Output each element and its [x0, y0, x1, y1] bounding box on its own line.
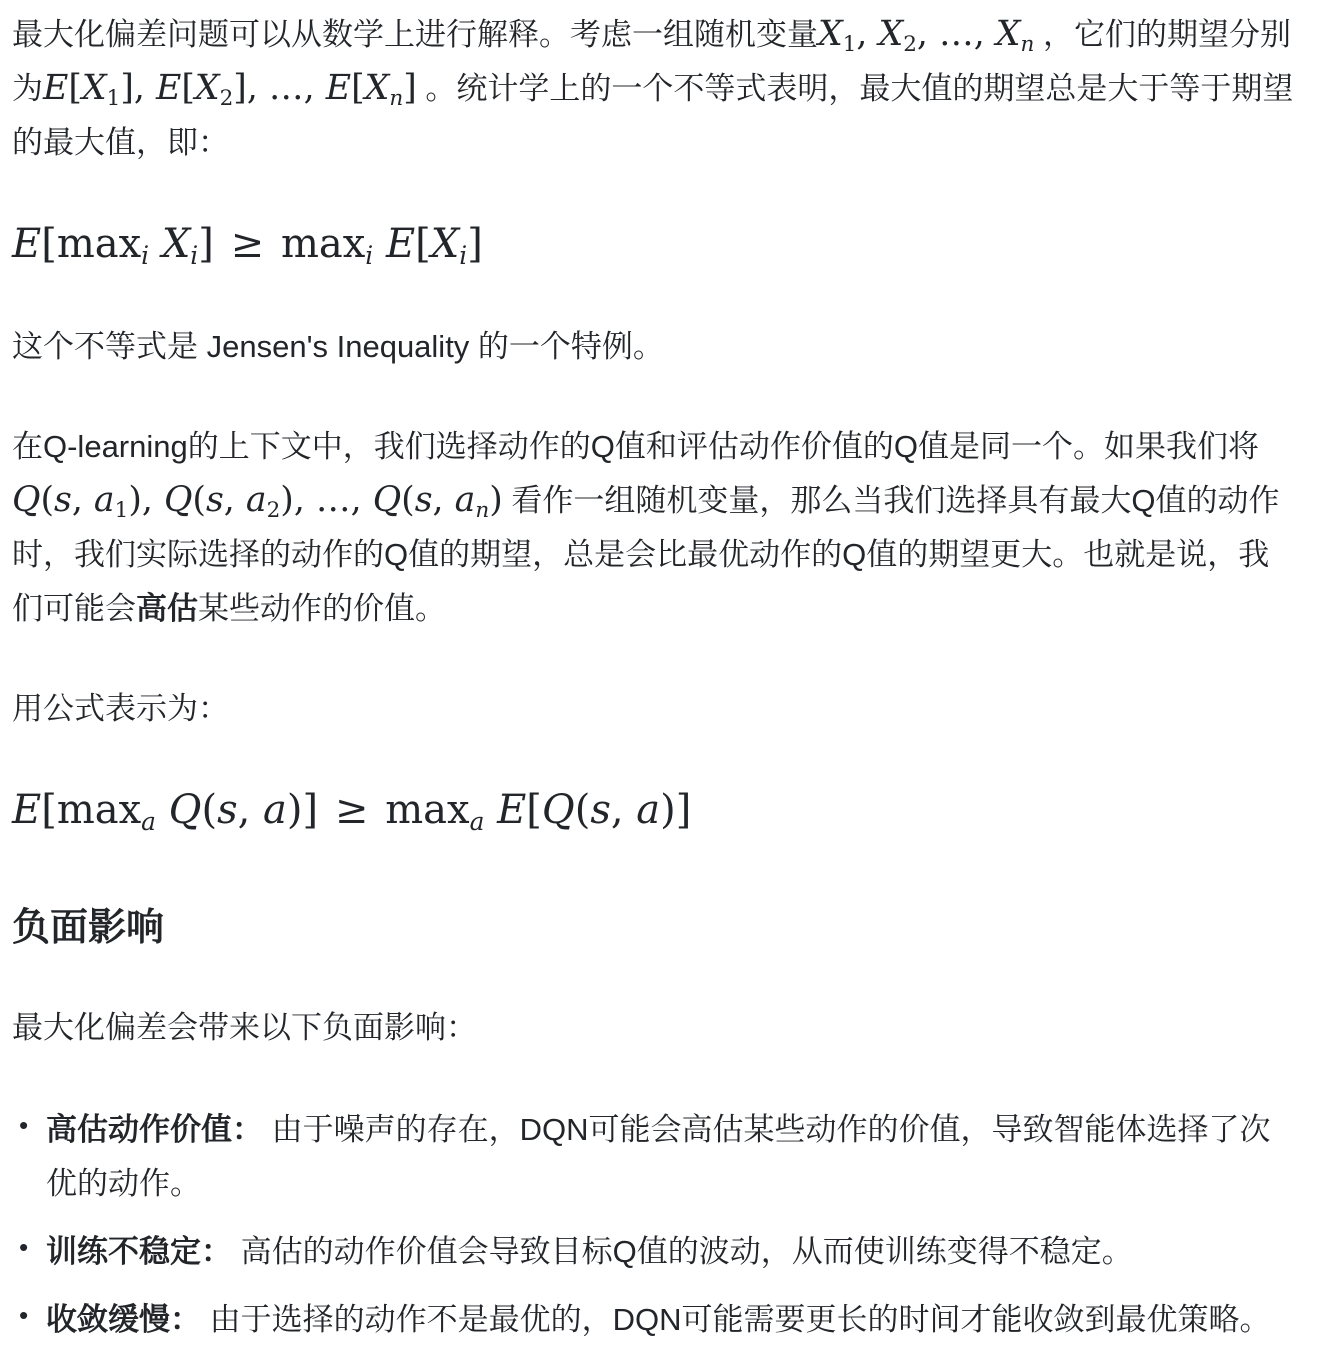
list-item-text: 收敛缓慢： 由于选择的动作不是最优的，DQN可能需要更长的时间才能收敛到最优策略。 [46, 1301, 1271, 1337]
list-item-text: 高估动作价值： 由于噪声的存在，DQN可能会高估某些动作的价值，导致智能体选择了次优的动作。 [46, 1112, 1271, 1202]
negative-effects-list [12, 1103, 1294, 1347]
list-item [12, 1103, 1294, 1211]
bullet-icon: • [19, 1299, 29, 1330]
paragraph-qlearning-context: 在Q-learning的上下文中，我们选择动作的Q值和评估动作价值的Q值是同一个。如果我们将 Q(s, a1), Q(s, a2), …, Q(s, an) 看作一组随机变量，那么当我们选择具有最大Q值的动作时，我们实际选择的动作的Q值的期望，总是会比最优动作的Q值的期望更大。也就是说，我们可能会高估某些动作的价值。 [12, 428, 1280, 626]
formula-q-value-inequality: E[maxa Q(s, a)] ≥ maxa E[Q(s, a)] [12, 786, 692, 836]
formula-max-expectation-inequality: E[maxi Xi] ≥ maxi E[Xi] [12, 220, 483, 270]
list-item [12, 1293, 1294, 1347]
paragraph-formula-intro: 用公式表示为： [12, 690, 229, 726]
section-heading-negative-effects: 负面影响 [12, 906, 165, 949]
bullet-icon: • [19, 1231, 29, 1262]
paragraph-effects-lead: 最大化偏差会带来以下负面影响： [12, 1010, 477, 1046]
paragraph-intro: 最大化偏差问题可以从数学上进行解释。考虑一组随机变量X1, X2, …, Xn ，它们的期望分别为E[X1], E[X2], …, E[Xn] 。统计学上的一个不等式表明，最大值的期望总是大于等于期望的最大值，即： [12, 14, 1294, 160]
list-item-text: 训练不稳定： 高估的动作价值会导致目标Q值的波动，从而使训练变得不稳定。 [46, 1233, 1133, 1269]
bullet-icon: • [19, 1110, 29, 1141]
paragraph-jensen-note: 这个不等式是 Jensen's Inequality 的一个特例。 [12, 328, 664, 364]
